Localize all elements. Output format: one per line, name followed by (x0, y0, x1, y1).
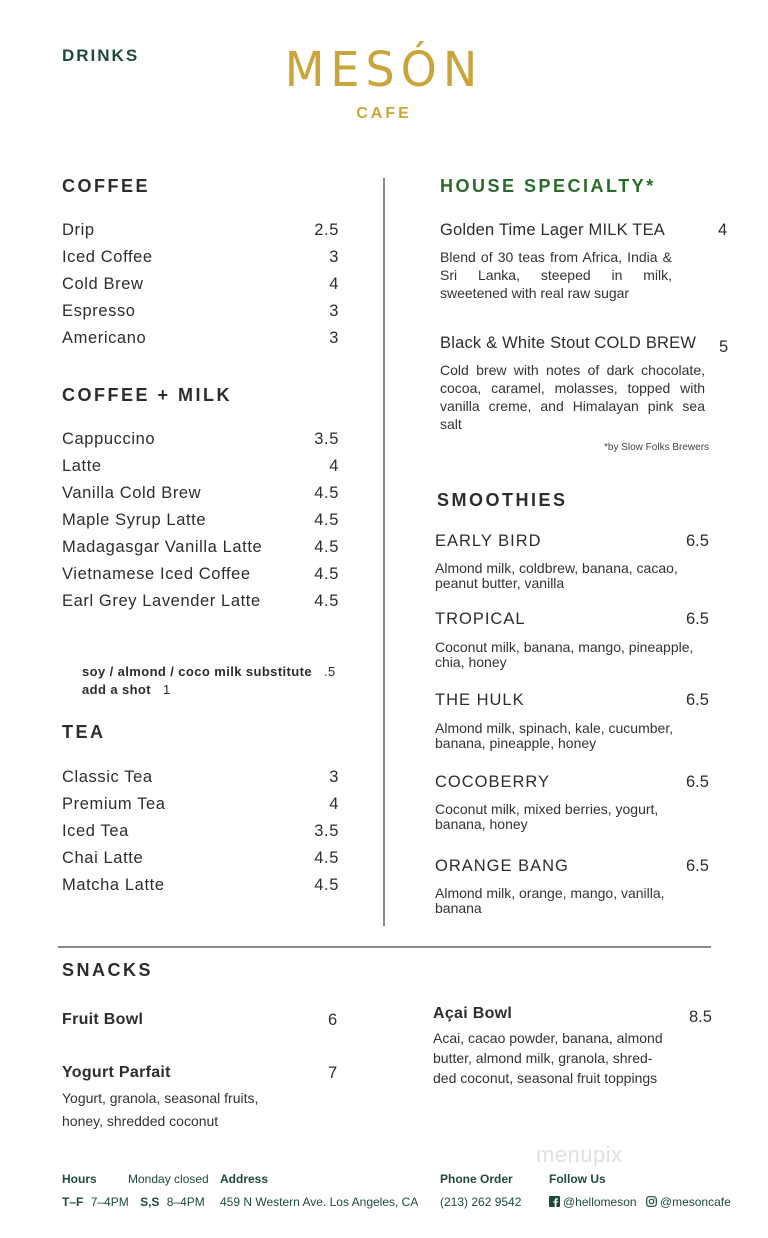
item-price: 3 (329, 329, 339, 347)
specialty-price: 4 (718, 221, 728, 239)
social-row (549, 1195, 731, 1209)
snack-description: Yogurt, granola, seasonal fruits, honey, shredded coconut (62, 1090, 259, 1129)
coffee-heading: COFFEE (62, 176, 151, 196)
specialty-name: Golden Time Lager MILK TEA (440, 221, 666, 239)
logo-subtitle: CAFE (356, 105, 412, 122)
smoothie-name: TROPICAL (435, 610, 526, 628)
item-name: Madagasgar Vanilla Latte (62, 538, 263, 556)
item-price: 4.5 (314, 565, 339, 583)
smoothie-name: ORANGE BANG (435, 857, 569, 875)
smoothies-heading: SMOOTHIES (437, 490, 568, 510)
address-label: Address (220, 1172, 269, 1186)
specialty-description: Blend of 30 teas from Africa, India & Sri Lanka, steeped in milk, sweetened with real raw sugar (440, 249, 672, 301)
item-price: 3 (329, 248, 339, 266)
item-name: Premium Tea (62, 795, 166, 813)
menu-item (62, 275, 339, 294)
milk-substitute-extra (82, 664, 336, 679)
smoothie-description: Almond milk, coldbrew, banana, cacao, peanut butter, vanilla (435, 560, 678, 591)
add-shot-extra (82, 682, 171, 697)
specialty-price: 5 (719, 338, 729, 356)
item-price: 4 (329, 795, 339, 813)
item-name: Iced Coffee (62, 248, 153, 266)
smoothie-description: Almond milk, spinach, kale, cucumber, banana, pineapple, honey (435, 720, 674, 751)
menu-item (62, 248, 339, 267)
snack-price: 8.5 (689, 1008, 712, 1026)
item-price: 4.5 (314, 876, 339, 894)
smoothie-price: 6.5 (686, 857, 709, 875)
item-name: Matcha Latte (62, 876, 165, 894)
item-name: Latte (62, 457, 102, 475)
menu-item (62, 511, 339, 530)
menu-item (62, 457, 339, 476)
menu-item (62, 430, 339, 449)
weekday-hours: 7–4PM (90, 1195, 129, 1209)
item-price: 4 (329, 457, 339, 475)
item-name: Cold Brew (62, 275, 144, 293)
smoothie-name: THE HULK (435, 691, 525, 709)
menu-item (62, 565, 339, 584)
specialty-note: *by Slow Folks Brewers (604, 442, 710, 453)
extra-price: .5 (324, 664, 336, 679)
facebook-handle[interactable]: @hellomeson (563, 1195, 637, 1209)
item-name: Cappuccino (62, 430, 156, 448)
menu-item (62, 849, 339, 868)
address-text: 459 N Western Ave. Los Angeles, CA (220, 1195, 419, 1209)
tea-heading: TEA (62, 722, 106, 742)
phone-number[interactable]: (213) 262 9542 (440, 1195, 522, 1209)
specialty-description: Cold brew with notes of dark chocolate, cocoa, caramel, molasses, topped with vanilla creme, and Himalayan pink sea salt (440, 362, 705, 432)
menu-item (62, 538, 339, 557)
item-name: Maple Syrup Latte (62, 511, 207, 529)
smoothie-price: 6.5 (686, 610, 709, 628)
hours-note: Monday closed (128, 1172, 209, 1186)
item-name: Classic Tea (62, 768, 153, 786)
item-name: Iced Tea (62, 822, 129, 840)
instagram-handle[interactable]: @mesoncafe (659, 1195, 731, 1209)
section-divider (58, 946, 711, 948)
logo-title: MESÓN (284, 40, 484, 98)
menu-item (62, 822, 339, 841)
weekend-label: S,S (140, 1195, 160, 1209)
instagram-icon (646, 1196, 657, 1207)
item-price: 3 (329, 768, 339, 786)
facebook-icon (549, 1196, 560, 1207)
snack-name: Fruit Bowl (62, 1011, 144, 1028)
item-price: 4.5 (314, 849, 339, 867)
column-divider (383, 178, 385, 926)
hours-row (62, 1195, 205, 1209)
menu-item (62, 221, 339, 240)
coffee-milk-heading: COFFEE + MILK (62, 385, 233, 405)
smoothie-price: 6.5 (686, 532, 709, 550)
snack-price: 6 (328, 1011, 338, 1029)
item-name: Vanilla Cold Brew (62, 484, 202, 502)
weekday-label: T–F (62, 1195, 84, 1209)
watermark-text: menupix (536, 1142, 623, 1167)
snack-price: 7 (328, 1064, 338, 1082)
smoothie-name: COCOBERRY (435, 773, 551, 791)
menu-item (62, 795, 339, 814)
item-name: Vietnamese Iced Coffee (62, 565, 251, 583)
menu-item (62, 329, 339, 348)
item-price: 4 (329, 275, 339, 293)
extra-label: soy / almond / coco milk substitute (82, 664, 312, 679)
menu-item (62, 484, 339, 503)
item-price: 3.5 (314, 822, 339, 840)
smoothie-price: 6.5 (686, 691, 709, 709)
snack-name: Açai Bowl (433, 1005, 513, 1022)
item-price: 3.5 (314, 430, 339, 448)
house-specialty-heading: HOUSE SPECIALTY* (440, 176, 656, 196)
menu-item (62, 302, 339, 321)
extra-price: 1 (163, 682, 171, 697)
item-name: Espresso (62, 302, 136, 320)
hours-label: Hours (62, 1172, 97, 1186)
follow-label: Follow Us (549, 1172, 606, 1186)
item-name: Americano (62, 329, 147, 347)
smoothie-price: 6.5 (686, 773, 709, 791)
item-price: 3 (329, 302, 339, 320)
smoothie-description: Coconut milk, mixed berries, yogurt, banana, honey (435, 801, 659, 832)
drinks-heading: DRINKS (62, 46, 140, 65)
item-price: 4.5 (314, 511, 339, 529)
weekend-hours: 8–4PM (166, 1195, 205, 1209)
snack-description: Acai, cacao powder, banana, almond butter, almond milk, granola, shred-ded coconut, seasonal fruit toppings (433, 1030, 663, 1086)
snack-name: Yogurt Parfait (62, 1064, 171, 1081)
item-name: Chai Latte (62, 849, 144, 867)
smoothie-description: Coconut milk, banana, mango, pineapple, chia, honey (435, 639, 694, 670)
specialty-name: Black & White Stout COLD BREW (440, 334, 697, 352)
smoothie-name: EARLY BIRD (435, 532, 542, 550)
item-name: Earl Grey Lavender Latte (62, 592, 261, 610)
hours-label-row (62, 1172, 209, 1186)
item-name: Drip (62, 221, 95, 239)
item-price: 2.5 (314, 221, 339, 239)
snacks-heading: SNACKS (62, 960, 154, 980)
item-price: 4.5 (314, 592, 339, 610)
extra-label: add a shot (82, 682, 152, 697)
item-price: 4.5 (314, 538, 339, 556)
menu-item (62, 876, 339, 895)
menu-item (62, 768, 339, 787)
menu-item (62, 592, 339, 611)
item-price: 4.5 (314, 484, 339, 502)
phone-label: Phone Order (440, 1172, 513, 1186)
smoothie-description: Almond milk, orange, mango, vanilla, banana (435, 885, 665, 916)
